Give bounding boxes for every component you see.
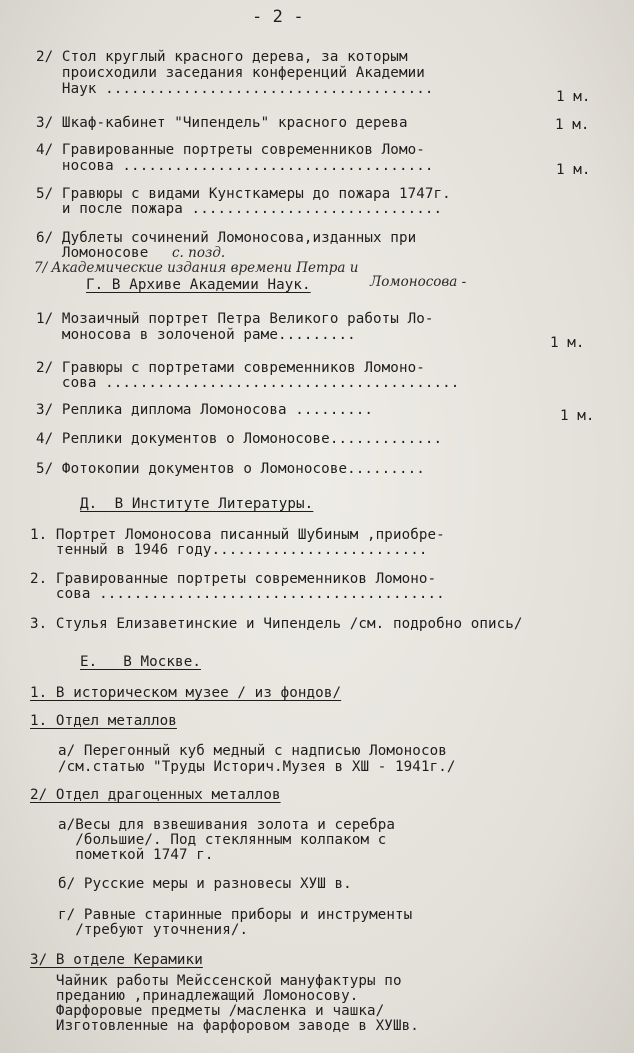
item-line: 3/ Шкаф-кабинет "Чипендель" красного дерева [36, 115, 408, 131]
item-line: носова .................................... [36, 158, 434, 174]
item-line: моносова в золоченой раме......... [36, 327, 356, 343]
item-line: тенный в 1946 году......................... [30, 542, 428, 558]
quantity: 1 м. [550, 335, 585, 351]
handwritten-note: с. позд. [172, 245, 226, 261]
item-line: Изготовленные на фарфоровом заводе в ХУШв. [30, 1018, 419, 1034]
quantity: 1 м. [556, 89, 591, 105]
item-line: преданию ,принадлежащий Ломоносову. [30, 988, 359, 1004]
item-line: пометкой 1747 г. [58, 847, 214, 863]
item-line: 5/ Фотокопии документов о Ломоносове......... [36, 461, 425, 477]
item-line: 3/ Реплика диплома Ломоносова ......... [36, 402, 374, 418]
section-heading: Д. В Институте Литературы. [80, 496, 314, 512]
item-line: а/Весы для взвешивания золота и серебра [58, 817, 396, 833]
item-line: 2. Гравированные портреты современников Ломоно- [30, 571, 437, 587]
section-heading: Е. В Москве. [80, 654, 201, 670]
subsection-heading: 3/ В отделе Керамики [30, 952, 203, 968]
item-line: 6/ Дублеты сочинений Ломоносова,изданных при [36, 230, 417, 246]
item-line: 2/ Гравюры с портретами современников Ломоно- [36, 360, 425, 376]
item-line: б/ Русские меры и разновесы ХУШ в. [58, 876, 352, 892]
subsection-heading: 1. Отдел металлов [30, 713, 177, 729]
quantity: 1 м. [555, 117, 590, 133]
item-line: г/ Равные старинные приборы и инструменты [58, 907, 413, 923]
item-line: Ломоносове [36, 245, 149, 261]
item-line: сова ........................................ [30, 586, 445, 602]
item-line: /большие/. Под стеклянным колпаком с [58, 832, 387, 848]
item-line: сова ......................................... [36, 375, 460, 391]
item-line: 1. Портрет Ломоносова писанный Шубиным ,приобре- [30, 527, 445, 543]
item-line: 1/ Мозаичный портрет Петра Великого работы Ло- [36, 311, 434, 327]
item-line: Чайник работы Мейссенской мануфактуры по [30, 973, 402, 989]
item-line: /требуют уточнения/. [58, 922, 249, 938]
item-line: Наук ...................................... [36, 81, 434, 97]
subsection-heading: 1. В историческом музее / из фондов/ [30, 685, 342, 701]
handwritten-note: Ломоносова - [370, 274, 467, 290]
item-line: 4/ Гравированные портреты современников Ломо- [36, 142, 425, 158]
item-line: 4/ Реплики документов о Ломоносове............. [36, 431, 443, 447]
page-number: - 2 - [252, 7, 304, 27]
handwritten-note: 7/ Академические издания времени Петра и [34, 260, 359, 276]
item-line: /см.статью "Труды Историч.Музея в ХШ - 1941г./ [58, 759, 456, 775]
quantity: 1 м. [560, 408, 595, 424]
item-line: Фарфоровые предметы /масленка и чашка/ [30, 1003, 385, 1019]
item-line: и после пожара ............................. [36, 201, 443, 217]
item-line: происходили заседания конференций Академии [36, 65, 425, 81]
section-heading: Г. В Архиве Академии Наук. [86, 277, 311, 293]
item-line: 2/ Стол круглый красного дерева, за которым [36, 49, 408, 65]
quantity: 1 м. [556, 162, 591, 178]
subsection-heading: 2/ Отдел драгоценных металлов [30, 787, 281, 803]
item-line: а/ Перегонный куб медный с надписью Ломоносов [58, 743, 447, 759]
item-line: 3. Стулья Елизаветинские и Чипендель /см. подробно опись/ [30, 616, 523, 632]
item-line: 5/ Гравюры с видами Кунсткамеры до пожара 1747г. [36, 186, 451, 202]
